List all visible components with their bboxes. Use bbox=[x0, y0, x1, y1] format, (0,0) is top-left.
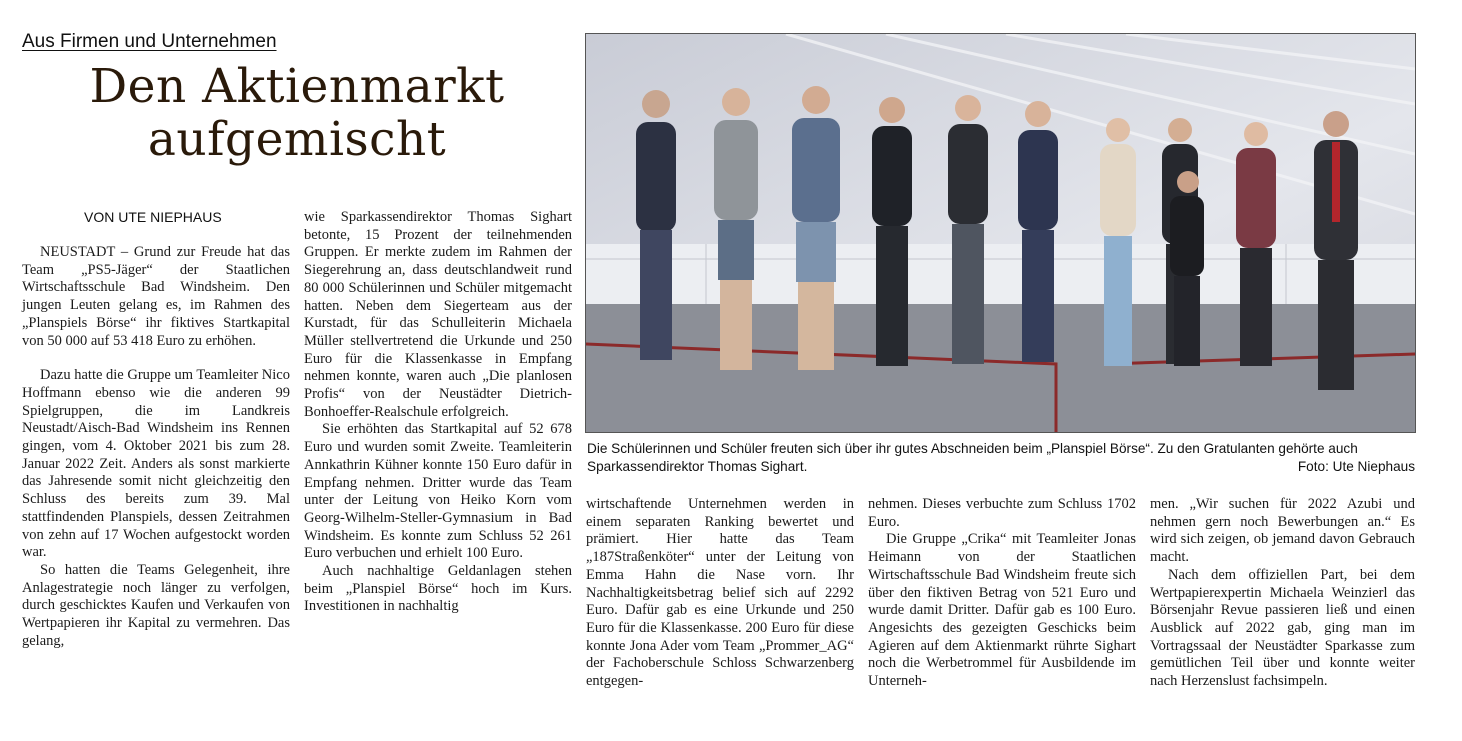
paragraph: Dazu hatte die Gruppe um Teamleiter Nico Hoffmann ebenso wie die anderen 99 Spielgruppen, die im Landkreis Neustadt/Aisch-Bad Windsheim ins Rennen gingen, vom 4. Oktober 2021 bis zum 28. Januar 2022 Zeit. Anders als sonst markierte das Jahresende somit nicht gleichzeitig den Schluss des bereits zum 39. Mal stattfindenden Planspiels, dessen Zeitrahmen von zehn auf 17 Wochen aufgestockt worden war. bbox=[22, 367, 290, 561]
caption-text: Die Schülerinnen und Schüler freuten sich über ihr gutes Abschneiden beim „Planspiel Börse“. Zu den Gratulanten gehörte auch Sparkassendirektor Thomas Sighart. bbox=[587, 441, 1358, 474]
byline: VON UTE NIEPHAUS bbox=[84, 209, 222, 225]
article-column-4 bbox=[868, 496, 1136, 691]
paragraph: Die Gruppe „Crika“ mit Teamleiter Jonas Heimann von der Staatlichen Wirtschaftsschule Bad Windsheim freute sich über den fiktiven Betrag von 521 Euro und wurde damit Dritter. Dafür gab es 100 Euro. Angesichts des gezeigten Geschicks beim Agieren auf dem Aktienmarkt rührte Sighart noch die Werbetrommel für Ausbildende im Unterneh- bbox=[868, 531, 1136, 690]
article-column-1 bbox=[22, 244, 290, 650]
paragraph: NEUSTADT – Grund zur Freude hat das Team „PS5-Jäger“ der Staatlichen Wirtschaftsschule Bad Windsheim. Den jungen Leuten gelang es, im Rahmen des „Planspiels Börse“ ihr fiktives Startkapital von 50 000 auf 53 418 Euro zu erhöhen. bbox=[22, 244, 290, 349]
article-column-5 bbox=[1150, 496, 1415, 691]
paragraph: Nach dem offiziellen Part, bei dem Wertpapierexpertin Michaela Weinzierl das Börsenjahr Revue passieren ließ und einen Ausblick auf 2022 gab, ging man im Vortragssaal der Neustädter Sparkasse zum gemütlichen Teil über und konnte weiter nach Herzenslust fachsimpeln. bbox=[1150, 566, 1415, 690]
section-rubric: Aus Firmen und Unternehmen bbox=[22, 31, 277, 52]
article-column-2 bbox=[304, 209, 572, 616]
headline-line-2: aufgemischt bbox=[147, 112, 447, 167]
paragraph: Auch nachhaltige Geldanlagen stehen beim „Planspiel Börse“ hoch im Kurs. Investitionen in nachhaltig bbox=[304, 563, 572, 615]
paragraph: nehmen. Dieses verbuchte zum Schluss 1702 Euro. bbox=[868, 496, 1136, 530]
photo-credit: Foto: Ute Niephaus bbox=[1297, 459, 1415, 474]
paragraph: Sie erhöhten das Startkapital auf 52 678 Euro und wurden somit Zweite. Teamleiterin Annkathrin Kühner konnte 150 Euro dafür in Empfang nehmen. Dritter wurde das Team unter der Leitung von Heiko Korn vom Georg-Wilhelm-Steller-Gymnasium in Bad Windsheim. Es konnte zum Schluss 52 261 Euro verbuchen und erhielt 100 Euro. bbox=[304, 421, 572, 562]
group-photo bbox=[585, 33, 1416, 433]
photo-caption bbox=[587, 440, 1415, 476]
headline-line-1: Den Aktienmarkt bbox=[89, 59, 505, 114]
paragraph: So hatten die Teams Gelegenheit, ihre Anlagestrategie noch länger zu verfolgen, durch geschicktes Kaufen und Verkaufen von Wertpapieren ihr Kapital zu vermehren. Das gelang, bbox=[22, 561, 290, 649]
article-column-3 bbox=[586, 496, 854, 691]
group-photo-illustration bbox=[586, 34, 1415, 432]
headline bbox=[22, 60, 572, 166]
paragraph: men. „Wir suchen für 2022 Azubi und nehmen gern noch Bewerbungen an.“ Es wird sich zeigen, ob jemand davon Gebrauch macht. bbox=[1150, 496, 1415, 566]
paragraph: wirtschaftende Unternehmen werden in einem separaten Ranking bewertet und prämiert. Hier hatte das Team „187Straßenköter“ unter der Leitung von Emma Hahn die Nase vorn. Ihr Nachhaltigkeitsbetrag belief sich auf 2292 Euro. Dafür gab es eine Urkunde und 250 Euro für die Klassenkasse. 200 Euro für diese konnte Jona Ader vom Team „Prommer_AG“ der Fachoberschule Schloss Schwarzenberg entgegen- bbox=[586, 496, 854, 690]
paragraph: wie Sparkassendirektor Thomas Sighart betonte, 15 Prozent der teilnehmenden Gruppen. Er merkte zudem im Rahmen der Siegerehrung an, dass deutschlandweit rund 80 000 Schülerinnen und Schüler mitgemacht hatten. Neben dem Siegerteam aus der Kurstadt, für das Schulleiterin Michaela Müller stellvertretend die Urkunde und 250 Euro für die Klassenkasse in Empfang nehmen konnte, waren auch „Die planlosen Profis“ von der Neustädter Dietrich-Bonhoeffer-Realschule erfolgreich. bbox=[304, 209, 572, 420]
